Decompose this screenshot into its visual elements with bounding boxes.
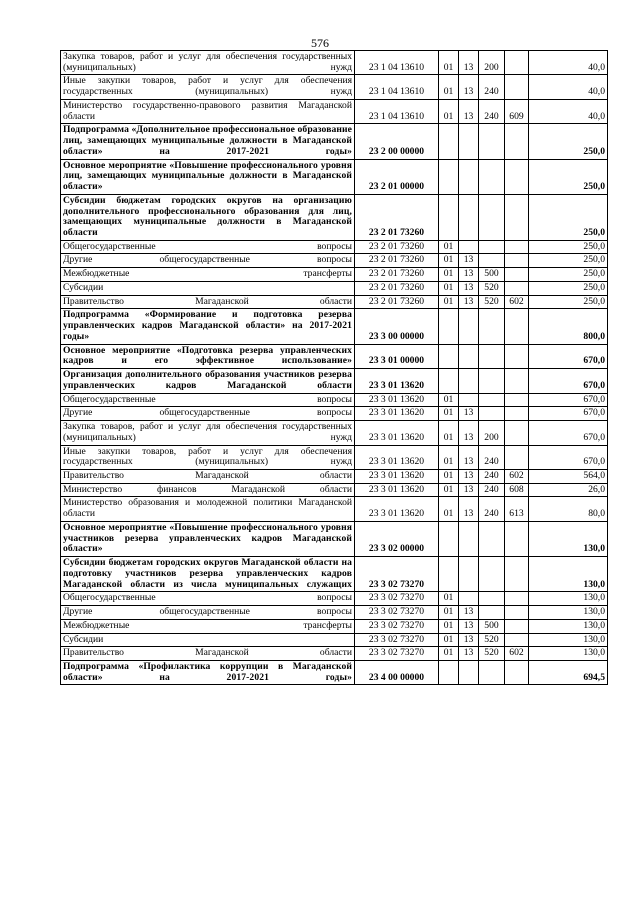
section-code [439, 309, 459, 344]
ministry-code [505, 281, 529, 295]
table-row [61, 159, 608, 194]
subsection-code [459, 344, 479, 368]
target-article-code: 23 3 02 73270 [355, 606, 439, 620]
expense-type-code: 200 [479, 421, 505, 445]
section-code: 01 [439, 240, 459, 254]
expense-type-code: 240 [479, 99, 505, 123]
section-code: 01 [439, 268, 459, 282]
target-article-code: 23 2 01 73260 [355, 268, 439, 282]
target-article-code: 23 3 01 13620 [355, 421, 439, 445]
row-name: Иные закупки товаров, работ и услуг для обеспечения государственных (муниципальных) нужд [61, 445, 355, 469]
amount-value: 130,0 [529, 557, 608, 592]
amount-value: 130,0 [529, 633, 608, 647]
subsection-code [459, 369, 479, 393]
section-code: 01 [439, 281, 459, 295]
expense-type-code: 520 [479, 295, 505, 309]
target-article-code: 23 1 04 13610 [355, 99, 439, 123]
ministry-code [505, 309, 529, 344]
row-name: Межбюджетные трансферты [61, 268, 355, 282]
ministry-code: 602 [505, 647, 529, 661]
target-article-code: 23 2 00 00000 [355, 124, 439, 159]
section-code: 01 [439, 393, 459, 407]
amount-value: 800,0 [529, 309, 608, 344]
ministry-code: 613 [505, 497, 529, 521]
subsection-code [459, 240, 479, 254]
subsection-code: 13 [459, 407, 479, 421]
ministry-code [505, 521, 529, 556]
amount-value: 670,0 [529, 369, 608, 393]
ministry-code [505, 51, 529, 75]
row-name: Основное мероприятие «Повышение профессионального уровня лиц, замещающих муниципальные должности в Магаданской области» [61, 159, 355, 194]
ministry-code [505, 445, 529, 469]
ministry-code [505, 124, 529, 159]
table-row [61, 521, 608, 556]
row-name: Правительство Магаданской области [61, 295, 355, 309]
table-row [61, 606, 608, 620]
amount-value: 40,0 [529, 99, 608, 123]
row-name: Основное мероприятие «Подготовка резерва управленческих кадров и его эффективное использование» [61, 344, 355, 368]
ministry-code [505, 557, 529, 592]
subsection-code: 13 [459, 421, 479, 445]
amount-value: 250,0 [529, 159, 608, 194]
subsection-code: 13 [459, 606, 479, 620]
table-row [61, 194, 608, 240]
target-article-code: 23 2 01 73260 [355, 194, 439, 240]
table-row [61, 393, 608, 407]
expense-type-code: 240 [479, 497, 505, 521]
ministry-code: 608 [505, 483, 529, 497]
subsection-code: 13 [459, 445, 479, 469]
expense-type-code [479, 660, 505, 684]
subsection-code [459, 557, 479, 592]
section-code: 01 [439, 421, 459, 445]
ministry-code [505, 240, 529, 254]
ministry-code [505, 159, 529, 194]
section-code: 01 [439, 295, 459, 309]
subsection-code [459, 194, 479, 240]
subsection-code: 13 [459, 268, 479, 282]
row-name: Другие общегосударственные вопросы [61, 606, 355, 620]
row-name: Закупка товаров, работ и услуг для обеспечения государственных (муниципальных) нужд [61, 51, 355, 75]
amount-value: 670,0 [529, 445, 608, 469]
subsection-code: 13 [459, 647, 479, 661]
amount-value: 130,0 [529, 592, 608, 606]
target-article-code: 23 2 01 00000 [355, 159, 439, 194]
table-row [61, 557, 608, 592]
section-code [439, 660, 459, 684]
row-name: Подпрограмма «Дополнительное профессиональное образование лиц, замещающих муниципальные должности в Магаданской области» на 2017-2021 годы» [61, 124, 355, 159]
target-article-code: 23 3 01 13620 [355, 393, 439, 407]
expense-type-code [479, 309, 505, 344]
amount-value: 130,0 [529, 647, 608, 661]
ministry-code [505, 75, 529, 99]
amount-value: 564,0 [529, 469, 608, 483]
target-article-code: 23 3 01 13620 [355, 369, 439, 393]
subsection-code: 13 [459, 633, 479, 647]
row-name: Общегосударственные вопросы [61, 240, 355, 254]
subsection-code: 13 [459, 99, 479, 123]
amount-value: 130,0 [529, 606, 608, 620]
table-row [61, 369, 608, 393]
section-code: 01 [439, 254, 459, 268]
subsection-code [459, 521, 479, 556]
subsection-code: 13 [459, 295, 479, 309]
expense-type-code: 520 [479, 281, 505, 295]
amount-value: 670,0 [529, 344, 608, 368]
ministry-code [505, 592, 529, 606]
row-name: Иные закупки товаров, работ и услуг для обеспечения государственных (муниципальных) нужд [61, 75, 355, 99]
target-article-code: 23 4 00 00000 [355, 660, 439, 684]
ministry-code [505, 268, 529, 282]
target-article-code: 23 3 02 73270 [355, 633, 439, 647]
expense-type-code: 240 [479, 483, 505, 497]
section-code: 01 [439, 483, 459, 497]
section-code [439, 194, 459, 240]
ministry-code [505, 619, 529, 633]
expense-type-code: 240 [479, 469, 505, 483]
subsection-code: 13 [459, 483, 479, 497]
subsection-code [459, 393, 479, 407]
row-name: Субсидии бюджетам городских округов на организацию дополнительного профессионального образования для лиц, замещающих муниципальные должности в Магаданской области [61, 194, 355, 240]
section-code: 01 [439, 619, 459, 633]
section-code: 01 [439, 497, 459, 521]
amount-value: 250,0 [529, 124, 608, 159]
expense-type-code [479, 407, 505, 421]
amount-value: 250,0 [529, 194, 608, 240]
subsection-code: 13 [459, 281, 479, 295]
expense-type-code: 520 [479, 633, 505, 647]
amount-value: 670,0 [529, 407, 608, 421]
section-code [439, 124, 459, 159]
table-row [61, 99, 608, 123]
row-name: Министерство финансов Магаданской области [61, 483, 355, 497]
section-code: 01 [439, 445, 459, 469]
subsection-code: 13 [459, 619, 479, 633]
subsection-code [459, 159, 479, 194]
row-name: Подпрограмма «Формирование и подготовка резерва управленческих кадров Магаданской области» на 2017-2021 годы» [61, 309, 355, 344]
amount-value: 80,0 [529, 497, 608, 521]
subsection-code: 13 [459, 51, 479, 75]
section-code [439, 159, 459, 194]
expense-type-code [479, 344, 505, 368]
table-row [61, 51, 608, 75]
amount-value: 130,0 [529, 521, 608, 556]
page-number: 576 [311, 36, 329, 50]
ministry-code: 602 [505, 469, 529, 483]
ministry-code [505, 369, 529, 393]
amount-value: 130,0 [529, 619, 608, 633]
row-name: Министерство образования и молодежной политики Магаданской области [61, 497, 355, 521]
table-row [61, 295, 608, 309]
table-row [61, 240, 608, 254]
target-article-code: 23 1 04 13610 [355, 75, 439, 99]
table-row [61, 309, 608, 344]
subsection-code [459, 124, 479, 159]
target-article-code: 23 1 04 13610 [355, 51, 439, 75]
expense-type-code: 200 [479, 51, 505, 75]
subsection-code [459, 660, 479, 684]
expense-type-code [479, 521, 505, 556]
amount-value: 670,0 [529, 393, 608, 407]
target-article-code: 23 3 01 13620 [355, 407, 439, 421]
target-article-code: 23 2 01 73260 [355, 254, 439, 268]
section-code: 01 [439, 647, 459, 661]
target-article-code: 23 3 02 73270 [355, 619, 439, 633]
section-code [439, 521, 459, 556]
row-name: Другие общегосударственные вопросы [61, 254, 355, 268]
amount-value: 250,0 [529, 240, 608, 254]
expense-type-code: 500 [479, 268, 505, 282]
subsection-code: 13 [459, 469, 479, 483]
table-row [61, 407, 608, 421]
subsection-code [459, 309, 479, 344]
subsection-code [459, 592, 479, 606]
section-code: 01 [439, 606, 459, 620]
target-article-code: 23 3 02 00000 [355, 521, 439, 556]
target-article-code: 23 3 01 13620 [355, 497, 439, 521]
ministry-code [505, 421, 529, 445]
table-row [61, 421, 608, 445]
row-name: Субсидии [61, 281, 355, 295]
amount-value: 694,5 [529, 660, 608, 684]
section-code: 01 [439, 469, 459, 483]
target-article-code: 23 3 00 00000 [355, 309, 439, 344]
target-article-code: 23 2 01 73260 [355, 240, 439, 254]
row-name: Закупка товаров, работ и услуг для обеспечения государственных (муниципальных) нужд [61, 421, 355, 445]
target-article-code: 23 2 01 73260 [355, 295, 439, 309]
amount-value: 40,0 [529, 75, 608, 99]
table-row [61, 268, 608, 282]
target-article-code: 23 3 02 73270 [355, 647, 439, 661]
target-article-code: 23 3 01 13620 [355, 445, 439, 469]
amount-value: 40,0 [529, 51, 608, 75]
ministry-code [505, 407, 529, 421]
amount-value: 250,0 [529, 254, 608, 268]
ministry-code [505, 194, 529, 240]
target-article-code: 23 3 01 13620 [355, 483, 439, 497]
target-article-code: 23 3 02 73270 [355, 557, 439, 592]
ministry-code: 609 [505, 99, 529, 123]
expense-type-code: 500 [479, 619, 505, 633]
expense-type-code: 240 [479, 445, 505, 469]
amount-value: 250,0 [529, 281, 608, 295]
target-article-code: 23 3 01 00000 [355, 344, 439, 368]
table-row [61, 619, 608, 633]
ministry-code [505, 254, 529, 268]
row-name: Межбюджетные трансферты [61, 619, 355, 633]
table-row [61, 660, 608, 684]
row-name: Субсидии [61, 633, 355, 647]
amount-value: 26,0 [529, 483, 608, 497]
section-code: 01 [439, 633, 459, 647]
table-row [61, 124, 608, 159]
target-article-code: 23 3 01 13620 [355, 469, 439, 483]
target-article-code: 23 3 02 73270 [355, 592, 439, 606]
target-article-code: 23 2 01 73260 [355, 281, 439, 295]
expense-type-code: 520 [479, 647, 505, 661]
section-code [439, 344, 459, 368]
row-name: Организация дополнительного образования участников резерва управленческих кадров Магаданской области [61, 369, 355, 393]
ministry-code [505, 344, 529, 368]
table-row [61, 497, 608, 521]
section-code [439, 557, 459, 592]
subsection-code: 13 [459, 497, 479, 521]
table-row [61, 445, 608, 469]
table-row [61, 633, 608, 647]
section-code: 01 [439, 51, 459, 75]
expense-type-code [479, 557, 505, 592]
table-row [61, 281, 608, 295]
table-row [61, 75, 608, 99]
row-name: Основное мероприятие «Повышение профессионального уровня участников резерва управленческих кадров Магаданской области» [61, 521, 355, 556]
amount-value: 670,0 [529, 421, 608, 445]
table-row [61, 469, 608, 483]
expense-type-code [479, 369, 505, 393]
ministry-code: 602 [505, 295, 529, 309]
expense-type-code [479, 254, 505, 268]
amount-value: 250,0 [529, 268, 608, 282]
budget-table [60, 50, 608, 685]
section-code [439, 369, 459, 393]
row-name: Общегосударственные вопросы [61, 592, 355, 606]
expense-type-code [479, 393, 505, 407]
row-name: Министерство государственно-правового развития Магаданской области [61, 99, 355, 123]
amount-value: 250,0 [529, 295, 608, 309]
table-row [61, 344, 608, 368]
expense-type-code: 240 [479, 75, 505, 99]
row-name: Правительство Магаданской области [61, 469, 355, 483]
section-code: 01 [439, 407, 459, 421]
ministry-code [505, 393, 529, 407]
table-row [61, 483, 608, 497]
table-row [61, 647, 608, 661]
subsection-code: 13 [459, 254, 479, 268]
section-code: 01 [439, 592, 459, 606]
expense-type-code [479, 606, 505, 620]
expense-type-code [479, 124, 505, 159]
row-name: Подпрограмма «Профилактика коррупции в Магаданской области» на 2017-2021 годы» [61, 660, 355, 684]
expense-type-code [479, 159, 505, 194]
expense-type-code [479, 194, 505, 240]
table-row [61, 592, 608, 606]
row-name: Общегосударственные вопросы [61, 393, 355, 407]
expense-type-code [479, 592, 505, 606]
row-name: Правительство Магаданской области [61, 647, 355, 661]
row-name: Субсидии бюджетам городских округов Магаданской области на подготовку участников резерва управленческих кадров Магаданской области из числа муниципальных служащих [61, 557, 355, 592]
ministry-code [505, 606, 529, 620]
ministry-code [505, 660, 529, 684]
table-row [61, 254, 608, 268]
section-code: 01 [439, 75, 459, 99]
section-code: 01 [439, 99, 459, 123]
ministry-code [505, 633, 529, 647]
subsection-code: 13 [459, 75, 479, 99]
row-name: Другие общегосударственные вопросы [61, 407, 355, 421]
expense-type-code [479, 240, 505, 254]
